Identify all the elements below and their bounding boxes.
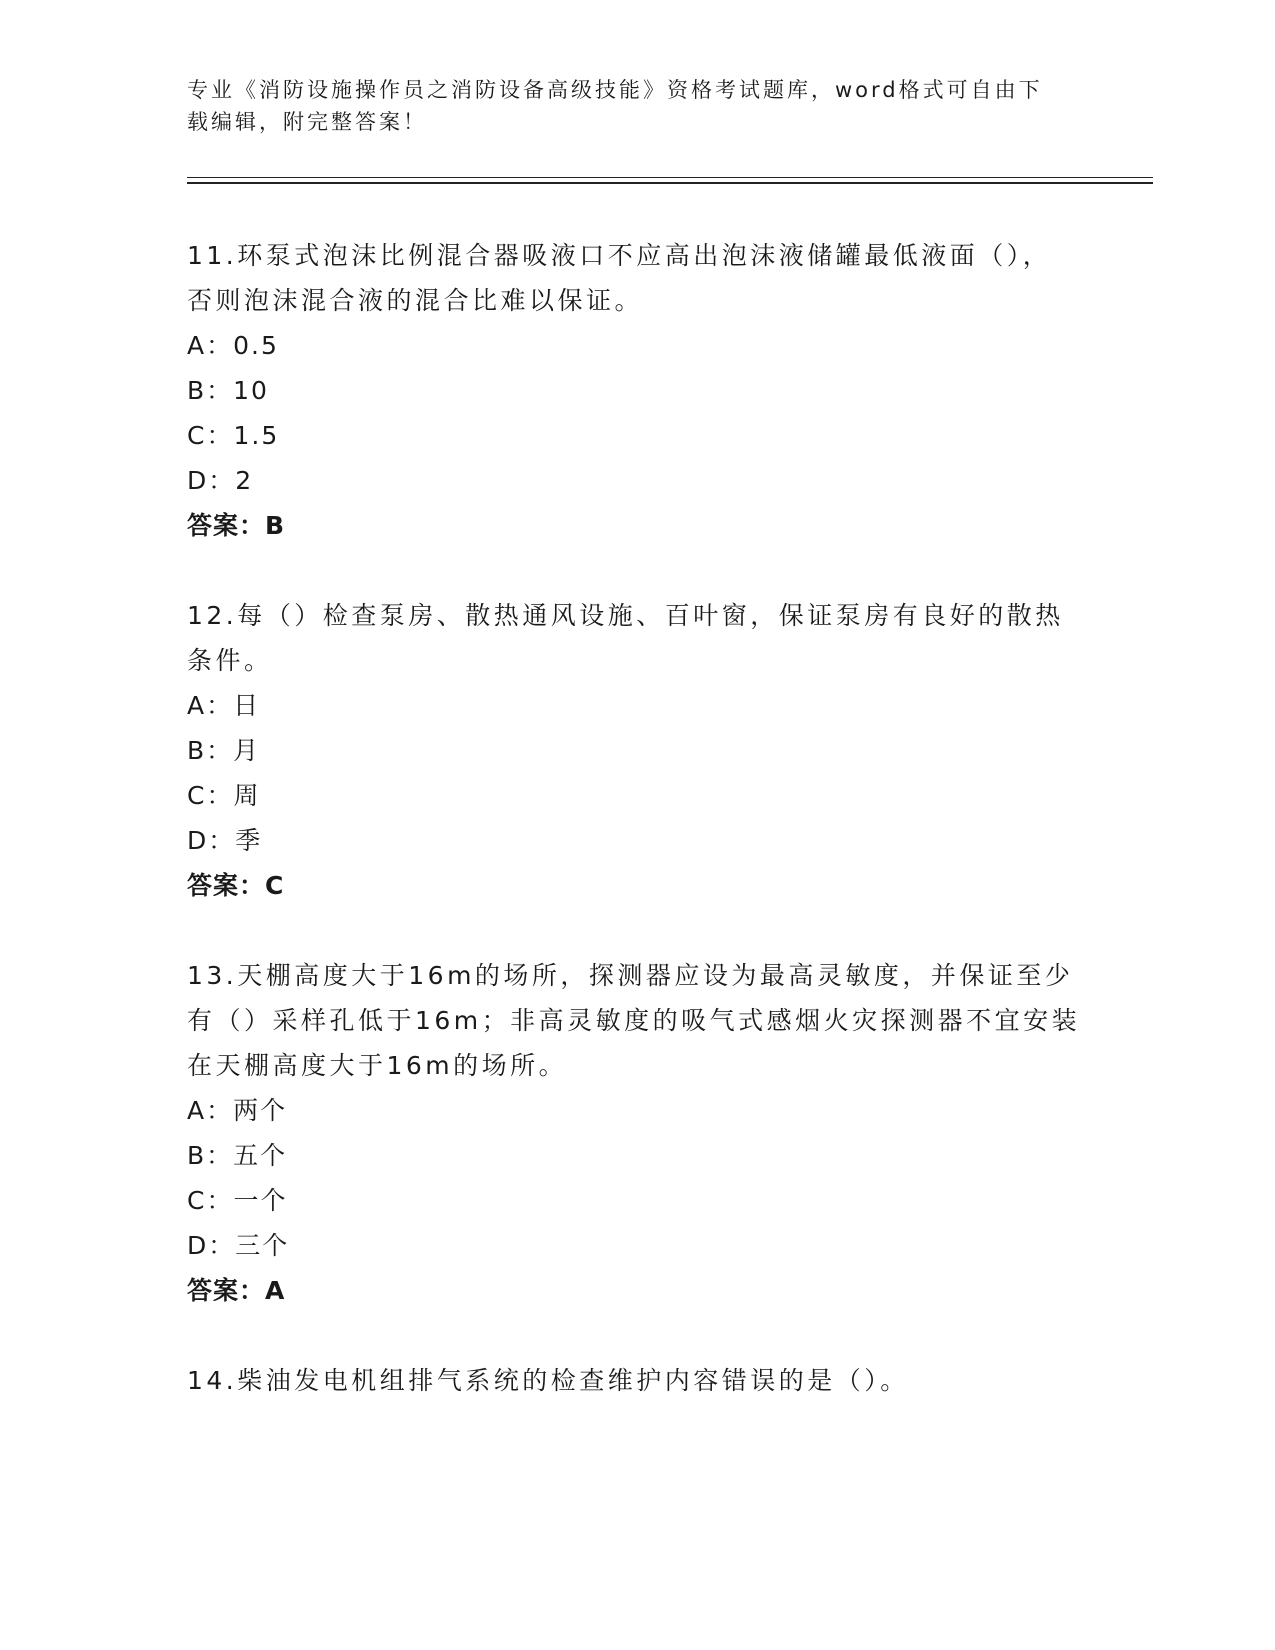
- option-c: [187, 413, 1087, 458]
- option-b: [187, 728, 1087, 773]
- option-b: [187, 368, 1087, 413]
- option-text: 两个: [233, 1096, 288, 1125]
- question-list: [187, 233, 1087, 1448]
- option-c: [187, 773, 1087, 818]
- option-a: [187, 1088, 1087, 1133]
- option-text: 周: [233, 781, 261, 810]
- question-text-line: 11.环泵式泡沫比例混合器吸液口不应高出泡沫液储罐最低液面（），: [187, 241, 1052, 270]
- option-text: 一个: [233, 1186, 288, 1215]
- header-line-1: 专业《消防设施操作员之消防设备高级技能》资格考试题库，word格式可自由下: [187, 78, 1043, 102]
- option-text: 10: [233, 376, 269, 405]
- option-text: 1.5: [233, 421, 280, 450]
- option-key: A：: [187, 1096, 234, 1125]
- option-key: C：: [187, 1186, 234, 1215]
- option-key: A：: [187, 331, 234, 360]
- question-text-line: 13.天棚高度大于16m的场所，探测器应设为最高灵敏度，并保证至少: [187, 961, 1074, 990]
- question-12: [187, 593, 1087, 908]
- header-divider-thick: [187, 182, 1153, 184]
- option-key: D：: [187, 1231, 236, 1260]
- option-key: D：: [187, 466, 236, 495]
- option-key: B：: [187, 1141, 234, 1170]
- option-key: B：: [187, 736, 234, 765]
- question-text-line: 否则泡沫混合液的混合比难以保证。: [187, 286, 644, 315]
- answer-line: 答案：B: [187, 511, 286, 540]
- option-text: 三个: [235, 1231, 290, 1260]
- header-line-2: 载编辑，附完整答案！: [187, 110, 427, 134]
- option-c: [187, 1178, 1087, 1223]
- option-text: 0.5: [233, 331, 279, 360]
- document-header: [187, 74, 1067, 138]
- option-text: 季: [235, 826, 263, 855]
- option-d: [187, 818, 1087, 863]
- option-key: A：: [187, 691, 234, 720]
- question-text-line: 14.柴油发电机组排气系统的检查维护内容错误的是（）。: [187, 1366, 909, 1395]
- option-a: [187, 323, 1087, 368]
- option-key: C：: [187, 781, 234, 810]
- option-key: D：: [187, 826, 236, 855]
- option-text: 月: [233, 736, 261, 765]
- question-text-line: 有（）采样孔低于16m；非高灵敏度的吸气式感烟火灾探测器不宜安装: [187, 1006, 1081, 1035]
- question-14: [187, 1358, 1087, 1403]
- option-key: B：: [187, 376, 234, 405]
- answer-line: 答案：A: [187, 1276, 286, 1305]
- question-11: [187, 233, 1087, 548]
- question-text-line: 条件。: [187, 646, 273, 675]
- question-text-line: 12.每（）检查泵房、散热通风设施、百叶窗，保证泵房有良好的散热: [187, 601, 1064, 630]
- answer-line: 答案：C: [187, 871, 285, 900]
- option-d: [187, 458, 1087, 503]
- option-d: [187, 1223, 1087, 1268]
- question-13: [187, 953, 1087, 1313]
- option-text: 日: [233, 691, 261, 720]
- option-key: C：: [187, 421, 234, 450]
- option-a: [187, 683, 1087, 728]
- option-text: 2: [235, 466, 254, 495]
- question-text-line: 在天棚高度大于16m的场所。: [187, 1051, 568, 1080]
- option-b: [187, 1133, 1087, 1178]
- header-divider-thin: [187, 177, 1153, 178]
- option-text: 五个: [233, 1141, 288, 1170]
